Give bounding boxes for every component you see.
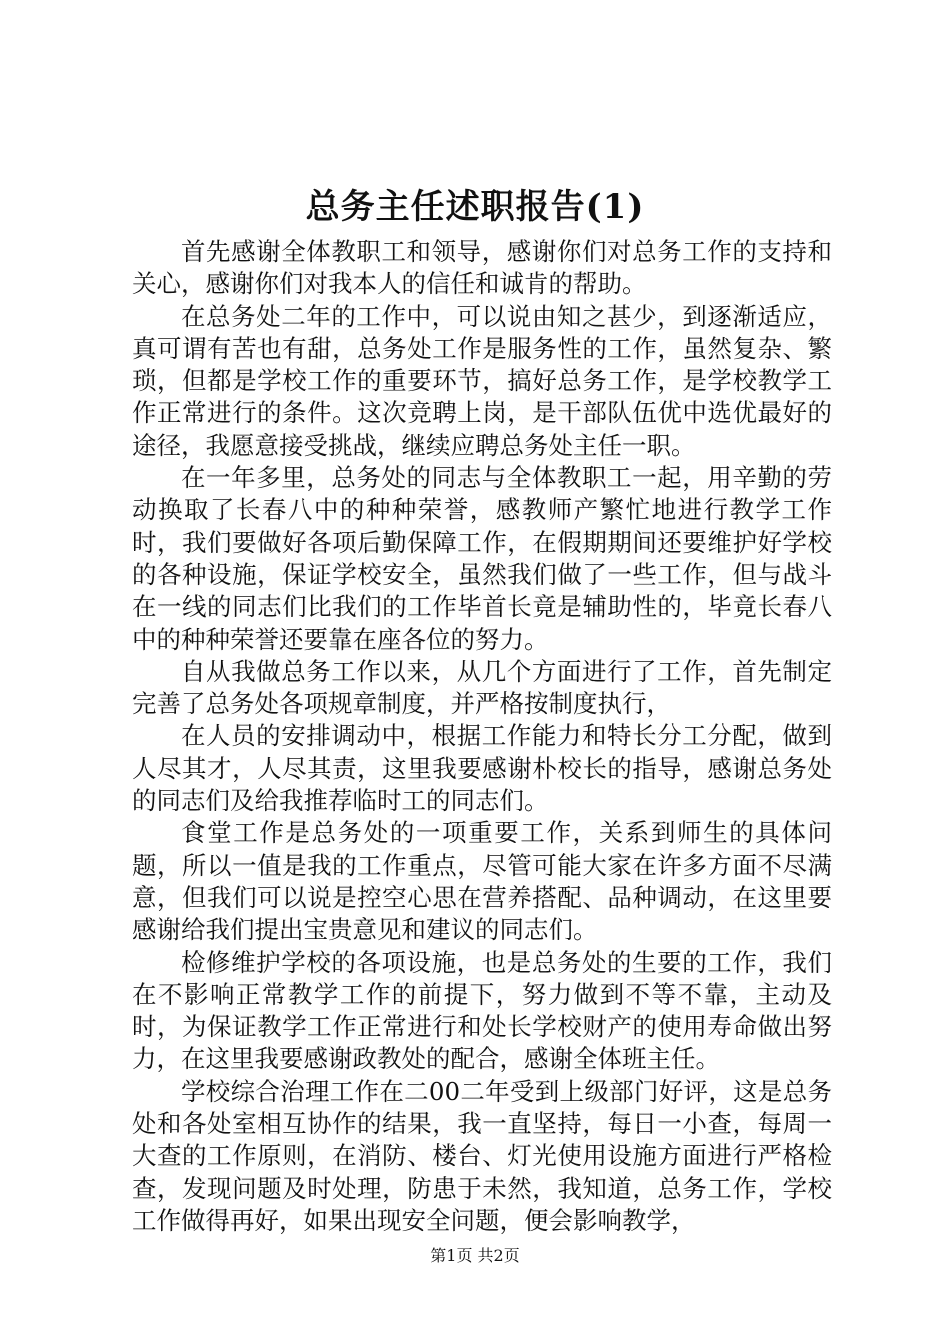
paragraph-6: 食堂工作是总务处的一项重要工作，关系到师生的具体问题，所以一值是我的工作重点，尽管可能大家在许多方面不尽满意，但我们可以说是控空心思在营养搭配、品种调动，在这里要感谢给我们提出宝贵意见和建议的同志们。	[132, 818, 832, 945]
document-title: 总务主任述职报告(1)	[305, 187, 645, 227]
document-body	[132, 236, 832, 1237]
paragraph-8: 学校综合治理工作在二00二年受到上级部门好评，这是总务处和各处室相互协作的结果，我一直坚持，每日一小查，每周一大查的工作原则，在消防、楼台、灯光使用设施方面进行严格检查，发现问题及时处理，防患于未然，我知道，总务工作，学校工作做得再好，如果出现安全问题，便会影响教学，	[132, 1076, 832, 1235]
page-footer: 第1页 共2页	[430, 1246, 520, 1265]
paragraph-7: 检修维护学校的各项设施，也是总务处的生要的工作，我们在不影响正常教学工作的前提下，努力做到不等不靠，主动及时，为保证教学工作正常进行和处长学校财产的使用寿命做出努力，在这里我要感谢政教处的配合，感谢全体班主任。	[132, 947, 832, 1074]
paragraph-2: 在总务处二年的工作中，可以说由知之甚少，到逐渐适应，真可谓有苦也有甜，总务处工作是服务性的工作，虽然复杂、繁琐，但都是学校工作的重要环节，搞好总务工作，是学校教学工作正常进行的条件。这次竞聘上岗，是干部队伍优中选优最好的途径，我愿意接受挑战，继续应聘总务处主任一职。	[132, 301, 832, 460]
paragraph-5: 在人员的安排调动中，根据工作能力和特长分工分配，做到人尽其才，人尽其责，这里我要感谢朴校长的指导，感谢总务处的同志们及给我推荐临时工的同志们。	[132, 721, 832, 816]
paragraph-4: 自从我做总务工作以来，从几个方面进行了工作，首先制定完善了总务处各项规章制度，并严格按制度执行，	[132, 656, 832, 719]
paragraph-3: 在一年多里，总务处的同志与全体教职工一起，用辛勤的劳动换取了长春八中的种种荣誉，感教师产繁忙地进行教学工作时，我们要做好各项后勤保障工作，在假期期间还要维护好学校的各种设施，保证学校安全，虽然我们做了一些工作，但与战斗在一线的同志们比我们的工作毕首长竟是辅助性的，毕竟长春八中的种种荣誉还要靠在座各位的努力。	[132, 463, 832, 654]
paragraph-1: 首先感谢全体教职工和领导，感谢你们对总务工作的支持和关心，感谢你们对我本人的信任和诚肯的帮助。	[132, 237, 832, 299]
